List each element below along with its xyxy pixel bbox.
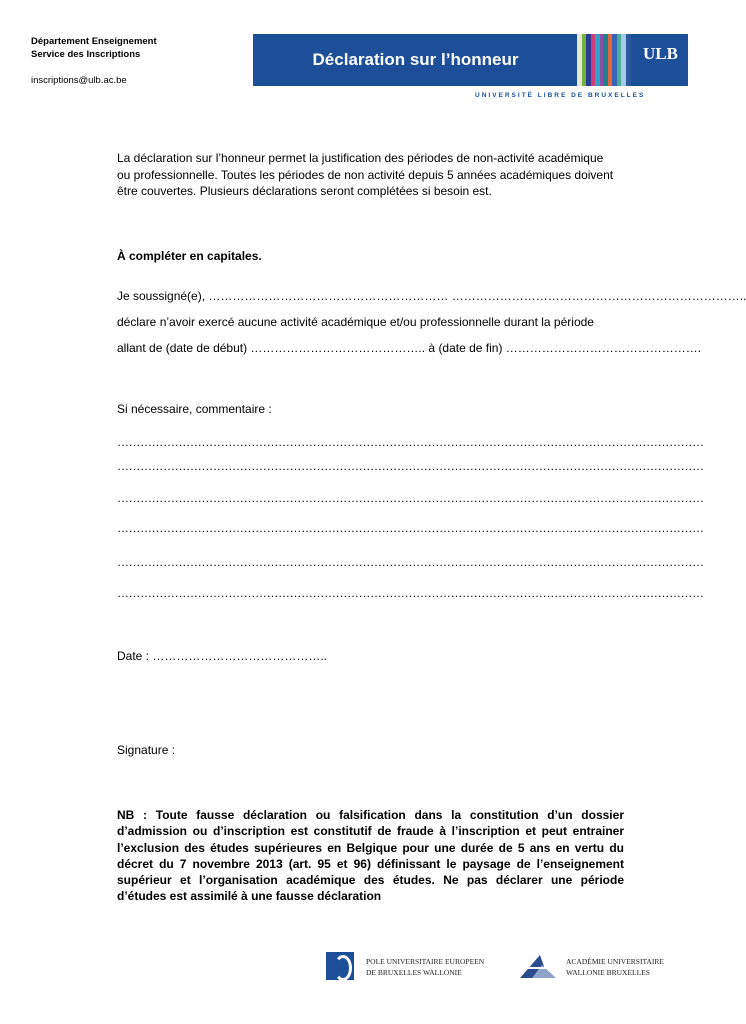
academie-name-line: ACADÉMIE UNIVERSITAIRE xyxy=(566,957,664,966)
intro-paragraph xyxy=(117,150,627,200)
title-banner xyxy=(253,34,688,86)
date-range-field[interactable]: allant de (date de début) …………………………………….. à (date de fin) …………………………………………. xyxy=(117,341,702,355)
academie-logo-stripe xyxy=(518,967,558,969)
comment-line[interactable]: ……………………………………………………………………………………………………………………………………… xyxy=(117,586,704,600)
comment-line[interactable]: ……………………………………………………………………………………………………………………………………… xyxy=(117,435,704,449)
color-stripes xyxy=(577,34,631,86)
pole-logo-mark xyxy=(334,955,352,981)
service-name: Service des Inscriptions xyxy=(31,49,141,60)
ulb-logo-text: ULB xyxy=(643,44,678,63)
academie-name-line: WALLONIE BRUXELLES xyxy=(566,968,650,977)
ulb-logo xyxy=(633,34,688,86)
pole-universitaire-logo xyxy=(326,952,354,980)
caps-instruction: À compléter en capitales. xyxy=(117,249,262,263)
pole-universitaire-name xyxy=(366,956,484,978)
declaration-text: déclare n’avoir exercé aucune activité académique et/ou professionnelle durant la période xyxy=(117,315,594,329)
date-field[interactable]: Date : …………………………………….. xyxy=(117,649,328,663)
pole-name-line: POLE UNIVERSITAIRE EUROPEEN xyxy=(366,957,485,966)
university-name: UNIVERSITÉ LIBRE DE BRUXELLES xyxy=(475,92,646,99)
comment-line[interactable]: ……………………………………………………………………………………………………………………………………… xyxy=(117,521,704,535)
signature-label: Signature : xyxy=(117,743,176,757)
academie-name xyxy=(566,956,664,978)
contact-email: inscriptions@ulb.ac.be xyxy=(31,75,127,86)
comment-line[interactable]: ……………………………………………………………………………………………………………………………………… xyxy=(117,491,704,505)
legal-notice: NB : Toute fausse déclaration ou falsification dans la constitution d’un dossier d’admission ou d’inscription est constitutif de fraude à l’inscription et peut entrainer l’exclusion des études supérieures en Belgique pour une durée de 5 ans en vertu du décret du 7 novembre 2013 (art. 95 et 96) définissant le paysage de l’enseignement supérieur et l’organisation académique des études. Ne pas déclarer une période d’études est assimilé à une fausse déclaration xyxy=(117,808,624,904)
department-block xyxy=(31,35,157,61)
department-name: Département Enseignement xyxy=(31,36,157,47)
intro-line: ou professionnelle. Toutes les périodes de non activité depuis 5 années académiques doivent xyxy=(117,167,614,182)
academie-logo xyxy=(518,953,558,979)
comment-line[interactable]: ……………………………………………………………………………………………………………………………………… xyxy=(117,555,704,569)
intro-line: être couvertes. Plusieurs déclarations seront complétées si besoin est. xyxy=(117,184,492,198)
signed-name-field[interactable]: Je soussigné(e), …………………………………………………… ……………………………………………………………….. xyxy=(117,289,746,303)
intro-line: La déclaration sur l’honneur permet la justification des périodes de non-activité académique xyxy=(117,151,604,165)
comment-line[interactable]: ……………………………………………………………………………………………………………………………………… xyxy=(117,459,704,473)
pole-name-line: DE BRUXELLES WALLONIE xyxy=(366,968,462,977)
document-title: Déclaration sur l’honneur xyxy=(312,50,519,69)
comment-label: Si nécessaire, commentaire : xyxy=(117,402,272,416)
